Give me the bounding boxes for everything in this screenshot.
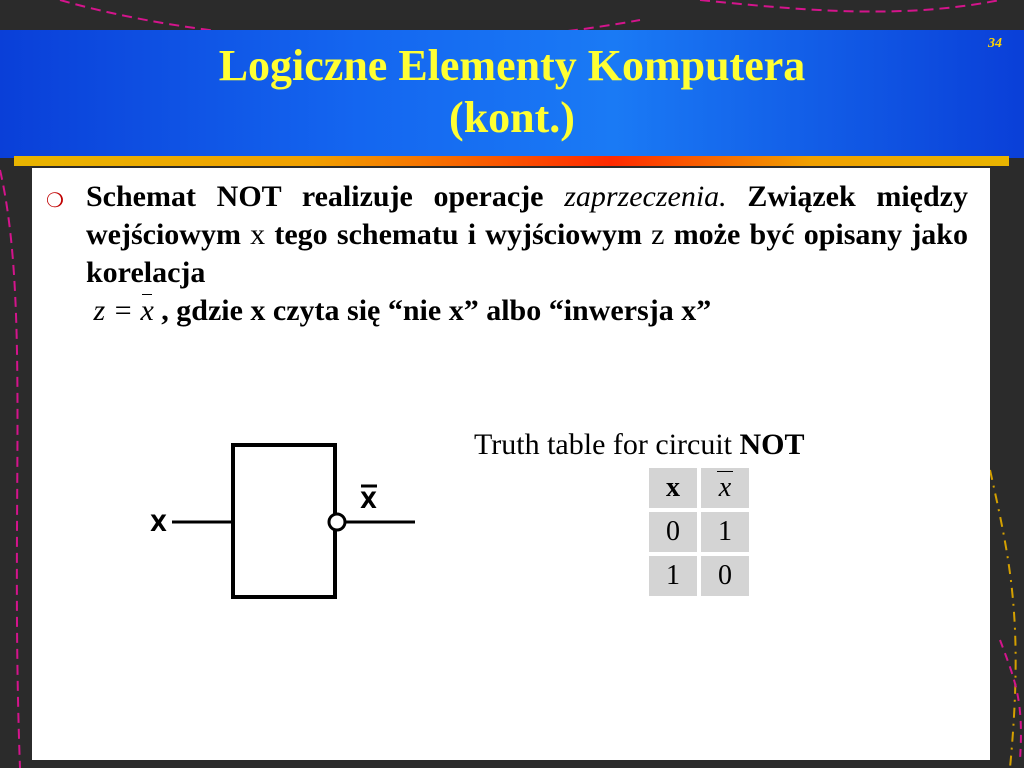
- table-cell: 0: [701, 556, 749, 596]
- title-line-1: Logiczne Elementy Komputera: [218, 41, 806, 90]
- caption-text: Truth table for circuit: [474, 428, 740, 461]
- header-x-bar: [701, 468, 749, 508]
- bullet-text: [86, 178, 968, 330]
- table-row: [649, 556, 749, 596]
- gate-input-label: X: [150, 512, 167, 537]
- text-italic-negation: zaprzeczenia.: [564, 180, 727, 213]
- bullet-circle-icon: ❍: [46, 188, 64, 212]
- title-line-2: (kont.): [449, 93, 575, 142]
- caption-not: NOT: [739, 428, 805, 461]
- table-cell: 1: [649, 556, 697, 596]
- table-cell: 1: [701, 512, 749, 552]
- gate-output-label: X: [360, 489, 377, 514]
- truth-table-caption: [474, 428, 805, 462]
- not-gate-diagram: [140, 440, 420, 610]
- title-underline-bar: [14, 156, 1009, 166]
- page-title: [0, 40, 1024, 144]
- text-part-1: Schemat NOT realizuje operacje: [86, 180, 565, 213]
- page-number: 34: [988, 36, 1002, 51]
- formula-x-bar: x: [140, 292, 153, 330]
- text-part-2: Związek między wejściowym: [86, 180, 969, 251]
- text-part-3: tego schematu i wyjściowym: [265, 218, 652, 251]
- variable-x: x: [250, 218, 266, 251]
- variable-z: z: [651, 218, 665, 251]
- text-part-5: , gdzie x czyta się “nie x” albo “inwersja x”: [153, 294, 712, 327]
- header-x: x: [649, 468, 697, 508]
- header-x-bar-label: x: [718, 472, 732, 503]
- table-header-row: [649, 468, 749, 508]
- table-row: [649, 512, 749, 552]
- formula-equals: =: [105, 294, 141, 327]
- formula-z: z: [93, 294, 106, 327]
- table-cell: 0: [649, 512, 697, 552]
- truth-table: [645, 464, 753, 600]
- formula: [86, 294, 154, 327]
- text-part-4: może być opisany jako korelacja: [86, 218, 968, 289]
